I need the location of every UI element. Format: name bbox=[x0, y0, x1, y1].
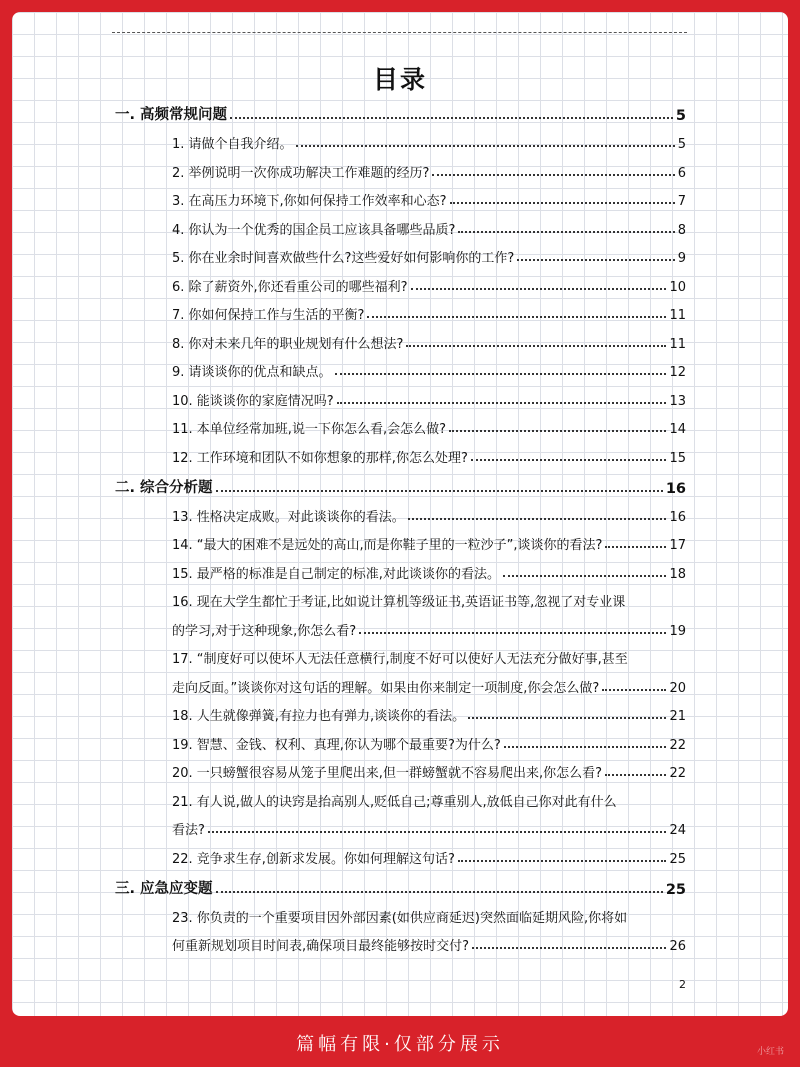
toc-item-title: 12. 工作环境和团队不如你想象的那样,你怎么处理? bbox=[172, 451, 468, 466]
toc-item-title: 11. 本单位经常加班,说一下你怎么看,会怎么做? bbox=[172, 422, 446, 437]
toc-item-title: 9. 请谈谈你的优点和缺点。 bbox=[172, 365, 332, 380]
toc-page-number: 7 bbox=[677, 194, 686, 209]
leader-dots bbox=[408, 518, 667, 520]
toc-item[interactable] bbox=[172, 247, 686, 266]
toc-page-number: 24 bbox=[669, 823, 686, 838]
toc-item[interactable] bbox=[172, 848, 686, 867]
toc-item-title: 18. 人生就像弹簧,有拉力也有弹力,谈谈你的看法。 bbox=[172, 709, 466, 724]
leader-dots bbox=[504, 746, 667, 748]
toc-item[interactable] bbox=[172, 506, 686, 525]
leader-dots bbox=[216, 891, 663, 893]
leader-dots bbox=[605, 774, 666, 776]
toc-item-title: 19. 智慧、金钱、权利、真理,你认为哪个最重要?为什么? bbox=[172, 738, 501, 753]
toc-page-number: 6 bbox=[677, 166, 686, 181]
leader-dots bbox=[458, 860, 667, 862]
leader-dots bbox=[208, 831, 667, 833]
toc-item[interactable] bbox=[172, 819, 686, 838]
toc-item-title: 20. 一只螃蟹很容易从笼子里爬出来,但一群螃蟹就不容易爬出来,你怎么看? bbox=[172, 766, 602, 781]
toc-page-number: 12 bbox=[669, 365, 686, 380]
toc-item[interactable] bbox=[172, 162, 686, 181]
leader-dots bbox=[432, 174, 674, 176]
toc-page-number: 19 bbox=[669, 624, 686, 639]
toc-item-title: 2. 举例说明一次你成功解决工作难题的经历? bbox=[172, 166, 430, 181]
header-rule bbox=[112, 32, 687, 33]
toc-item-title: 14. “最大的困难不是远处的高山,而是你鞋子里的一粒沙子”,谈谈你的看法? bbox=[172, 538, 603, 553]
toc-item-title: 看法? bbox=[172, 823, 205, 838]
toc-page-number: 10 bbox=[669, 280, 686, 295]
toc-item-title: 13. 性格决定成败。对此谈谈你的看法。 bbox=[172, 510, 405, 525]
toc-item-title: 4. 你认为一个优秀的国企员工应该具备哪些品质? bbox=[172, 223, 456, 238]
leader-dots bbox=[411, 288, 667, 290]
leader-dots bbox=[458, 231, 674, 233]
leader-dots bbox=[605, 546, 666, 548]
toc-page-number: 11 bbox=[669, 337, 686, 352]
toc-page-number: 8 bbox=[677, 223, 686, 238]
toc-page-number: 18 bbox=[669, 567, 686, 582]
footer-caption: 篇幅有限·仅部分展示 bbox=[296, 1034, 504, 1055]
toc-item[interactable] bbox=[172, 705, 686, 724]
toc-page-number: 25 bbox=[665, 882, 686, 898]
toc-item[interactable] bbox=[172, 620, 686, 639]
leader-dots bbox=[472, 947, 666, 949]
toc-item[interactable] bbox=[172, 677, 686, 696]
leader-dots bbox=[230, 117, 673, 119]
toc-item[interactable] bbox=[172, 734, 686, 753]
toc-item[interactable] bbox=[172, 563, 686, 582]
toc-item[interactable] bbox=[172, 447, 686, 466]
toc-item-title: 7. 你如何保持工作与生活的平衡? bbox=[172, 308, 365, 323]
toc-page-number: 5 bbox=[675, 108, 686, 124]
toc-item-title: 6. 除了薪资外,你还看重公司的哪些福利? bbox=[172, 280, 408, 295]
leader-dots bbox=[468, 717, 666, 719]
page-title: 目录 bbox=[372, 65, 427, 94]
toc-item[interactable] bbox=[172, 304, 686, 323]
toc-item-title: 15. 最严格的标准是自己制定的标准,对此谈谈你的看法。 bbox=[172, 567, 500, 582]
leader-dots bbox=[503, 575, 667, 577]
toc-page-number: 15 bbox=[669, 451, 686, 466]
page-number: 2 bbox=[679, 978, 686, 991]
toc-page-number: 13 bbox=[669, 394, 686, 409]
leader-dots bbox=[296, 145, 675, 147]
toc-item[interactable] bbox=[172, 219, 686, 238]
toc-item-title: 的学习,对于这种现象,你怎么看? bbox=[172, 624, 357, 639]
leader-dots bbox=[406, 345, 666, 347]
toc-item-line[interactable]: 16. 现在大学生都忙于考证,比如说计算机等级证书,英语证书等,忽视了对专业课 bbox=[172, 595, 626, 610]
toc-item[interactable] bbox=[172, 190, 686, 209]
toc-page-number: 11 bbox=[669, 308, 686, 323]
toc-page-number: 14 bbox=[669, 422, 686, 437]
toc-page-number: 25 bbox=[669, 852, 686, 867]
leader-dots bbox=[602, 689, 666, 691]
toc-page-number: 5 bbox=[677, 137, 686, 152]
toc-item[interactable] bbox=[172, 762, 686, 781]
leader-dots bbox=[216, 490, 663, 492]
toc-page-number: 16 bbox=[665, 481, 686, 497]
watermark: 小红书 bbox=[757, 1047, 785, 1057]
toc-section[interactable] bbox=[115, 476, 686, 497]
toc-page-number: 20 bbox=[669, 681, 686, 696]
toc-page-number: 26 bbox=[669, 939, 686, 954]
toc-page-number: 9 bbox=[677, 251, 686, 266]
toc-page-number: 17 bbox=[669, 538, 686, 553]
toc-page-number: 22 bbox=[669, 766, 686, 781]
toc-page-number: 22 bbox=[669, 738, 686, 753]
leader-dots bbox=[335, 373, 667, 375]
leader-dots bbox=[517, 259, 674, 261]
toc-section[interactable] bbox=[115, 103, 686, 124]
toc-item-title: 走向反面。”谈谈你对这句话的理解。如果由你来制定一项制度,你会怎么做? bbox=[172, 681, 600, 696]
toc-item-line[interactable]: 23. 你负责的一个重要项目因外部因素(如供应商延迟)突然面临延期风险,你将如 bbox=[172, 911, 628, 926]
toc-item[interactable] bbox=[172, 333, 686, 352]
toc-item-title: 10. 能谈谈你的家庭情况吗? bbox=[172, 394, 334, 409]
toc-item[interactable] bbox=[172, 534, 686, 553]
toc-item-title: 3. 在高压力环境下,你如何保持工作效率和心态? bbox=[172, 194, 447, 209]
toc-section-title: 三. 应急应变题 bbox=[115, 881, 213, 897]
leader-dots bbox=[337, 402, 667, 404]
leader-dots bbox=[359, 632, 666, 634]
document-page bbox=[12, 12, 788, 1016]
leader-dots bbox=[449, 430, 666, 432]
toc-item-title: 何重新规划项目时间表,确保项目最终能够按时交付? bbox=[172, 939, 470, 954]
leader-dots bbox=[367, 316, 666, 318]
toc-item-line[interactable]: 21. 有人说,做人的诀窍是抬高别人,贬低自己;尊重别人,放低自己你对此有什么 bbox=[172, 795, 617, 810]
toc-section-title: 二. 综合分析题 bbox=[115, 480, 213, 496]
toc-section[interactable] bbox=[115, 877, 686, 898]
toc-item[interactable] bbox=[172, 133, 686, 152]
leader-dots bbox=[450, 202, 675, 204]
toc-item-title: 8. 你对未来几年的职业规划有什么想法? bbox=[172, 337, 404, 352]
toc-item-title: 22. 竞争求生存,创新求发展。你如何理解这句话? bbox=[172, 852, 455, 867]
toc-item[interactable] bbox=[172, 935, 686, 954]
toc-item-title: 1. 请做个自我介绍。 bbox=[172, 137, 293, 152]
toc-page-number: 16 bbox=[669, 510, 686, 525]
toc-item[interactable] bbox=[172, 276, 686, 295]
toc-item[interactable] bbox=[172, 418, 686, 437]
toc-page-number: 21 bbox=[669, 709, 686, 724]
leader-dots bbox=[471, 459, 667, 461]
toc-item-line[interactable]: 17. “制度好可以使坏人无法任意横行,制度不好可以使好人无法充分做好事,甚至 bbox=[172, 652, 628, 667]
toc-item[interactable] bbox=[172, 390, 686, 409]
toc-section-title: 一. 高频常规问题 bbox=[115, 107, 228, 123]
toc-item[interactable] bbox=[172, 361, 686, 380]
toc-item-title: 5. 你在业余时间喜欢做些什么?这些爱好如何影响你的工作? bbox=[172, 251, 515, 266]
